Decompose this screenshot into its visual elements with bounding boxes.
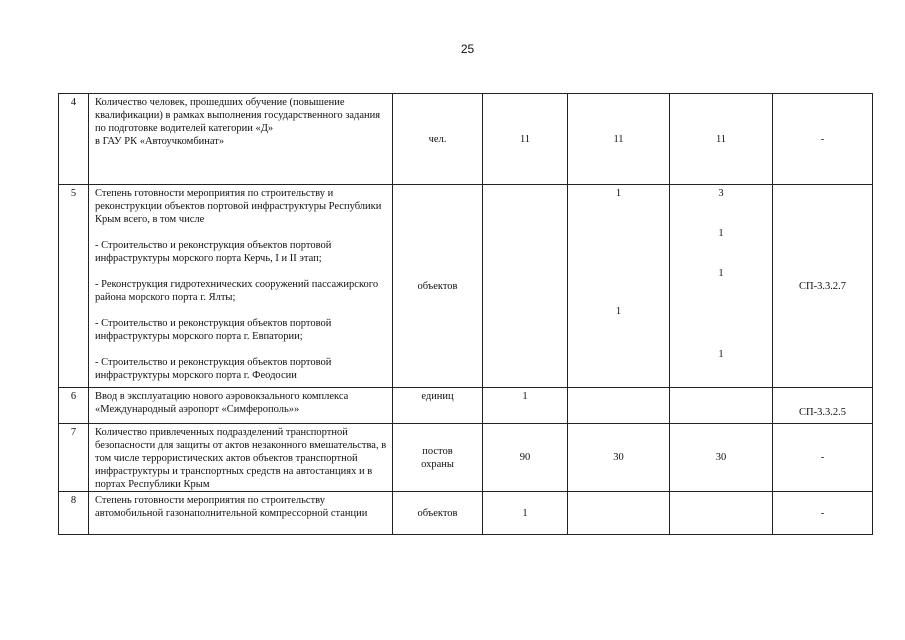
row-description: Степень готовности мероприятия по строительству и реконструкции объектов портовой инфраструктуры Республики Крым всего, в том числе - Строительство и реконструкция объектов портовой инфраструктуры морского порта Керчь, I и II этап; - Реконструкция гидротехнических сооружений пассажирского района морского порта г. Ялты; - Строительство и реконструкция объектов портовой инфраструктуры морского порта г. Евпатории; - Строительство и реконструкция объектов портовой инфраструктуры морского порта г. Феодосии <box>89 185 393 388</box>
value-cell: 30 <box>568 424 670 492</box>
value-cell: 1 <box>483 388 568 424</box>
code-cell: - <box>773 492 873 535</box>
unit-cell: чел. <box>393 94 483 185</box>
value-cell: 1 <box>483 492 568 535</box>
value-cell: 11 <box>670 94 773 185</box>
value-cell: 11 <box>568 94 670 185</box>
row-description: Ввод в эксплуатацию нового аэровокзального комплекса «Международный аэропорт «Симферополь»» <box>89 388 393 424</box>
row-description: Количество человек, прошедших обучение (повышение квалификации) в рамках выполнения государственного задания по подготовке водителей категории «Д» в ГАУ РК «Автоучкомбинат» <box>89 94 393 185</box>
value-cell: 90 <box>483 424 568 492</box>
value-cell: 1 1 <box>568 185 670 388</box>
value-cell <box>670 492 773 535</box>
table-row <box>59 424 873 492</box>
code-cell: СП-3.3.2.5 <box>773 388 873 424</box>
row-number: 6 <box>59 388 89 424</box>
row-number: 7 <box>59 424 89 492</box>
unit-cell: объектов <box>393 185 483 388</box>
value-cell <box>568 388 670 424</box>
row-number: 8 <box>59 492 89 535</box>
value-cell: 11 <box>483 94 568 185</box>
table-row <box>59 492 873 535</box>
code-cell: СП-3.3.2.7 <box>773 185 873 388</box>
row-number: 4 <box>59 94 89 185</box>
unit-cell: постов охраны <box>393 424 483 492</box>
code-cell: - <box>773 424 873 492</box>
value-cell: 3 1 1 1 <box>670 185 773 388</box>
table-row <box>59 388 873 424</box>
table-row <box>59 94 873 185</box>
unit-cell: единиц <box>393 388 483 424</box>
row-number: 5 <box>59 185 89 388</box>
value-cell <box>483 185 568 388</box>
row-description: Количество привлеченных подразделений транспортной безопасности для защиты от актов незаконного вмешательства, в том числе террористических актов объектов транспортной инфраструктуры и транспортных средств на автостанциях и в портах Республики Крым <box>89 424 393 492</box>
indicators-table <box>58 93 873 535</box>
unit-cell: объектов <box>393 492 483 535</box>
value-cell <box>568 492 670 535</box>
page-number: 25 <box>460 42 475 56</box>
table-row <box>59 185 873 388</box>
row-description: Степень готовности мероприятия по строительству автомобильной газонаполнительной компрессорной станции <box>89 492 393 535</box>
value-cell <box>670 388 773 424</box>
code-cell: - <box>773 94 873 185</box>
value-cell: 30 <box>670 424 773 492</box>
